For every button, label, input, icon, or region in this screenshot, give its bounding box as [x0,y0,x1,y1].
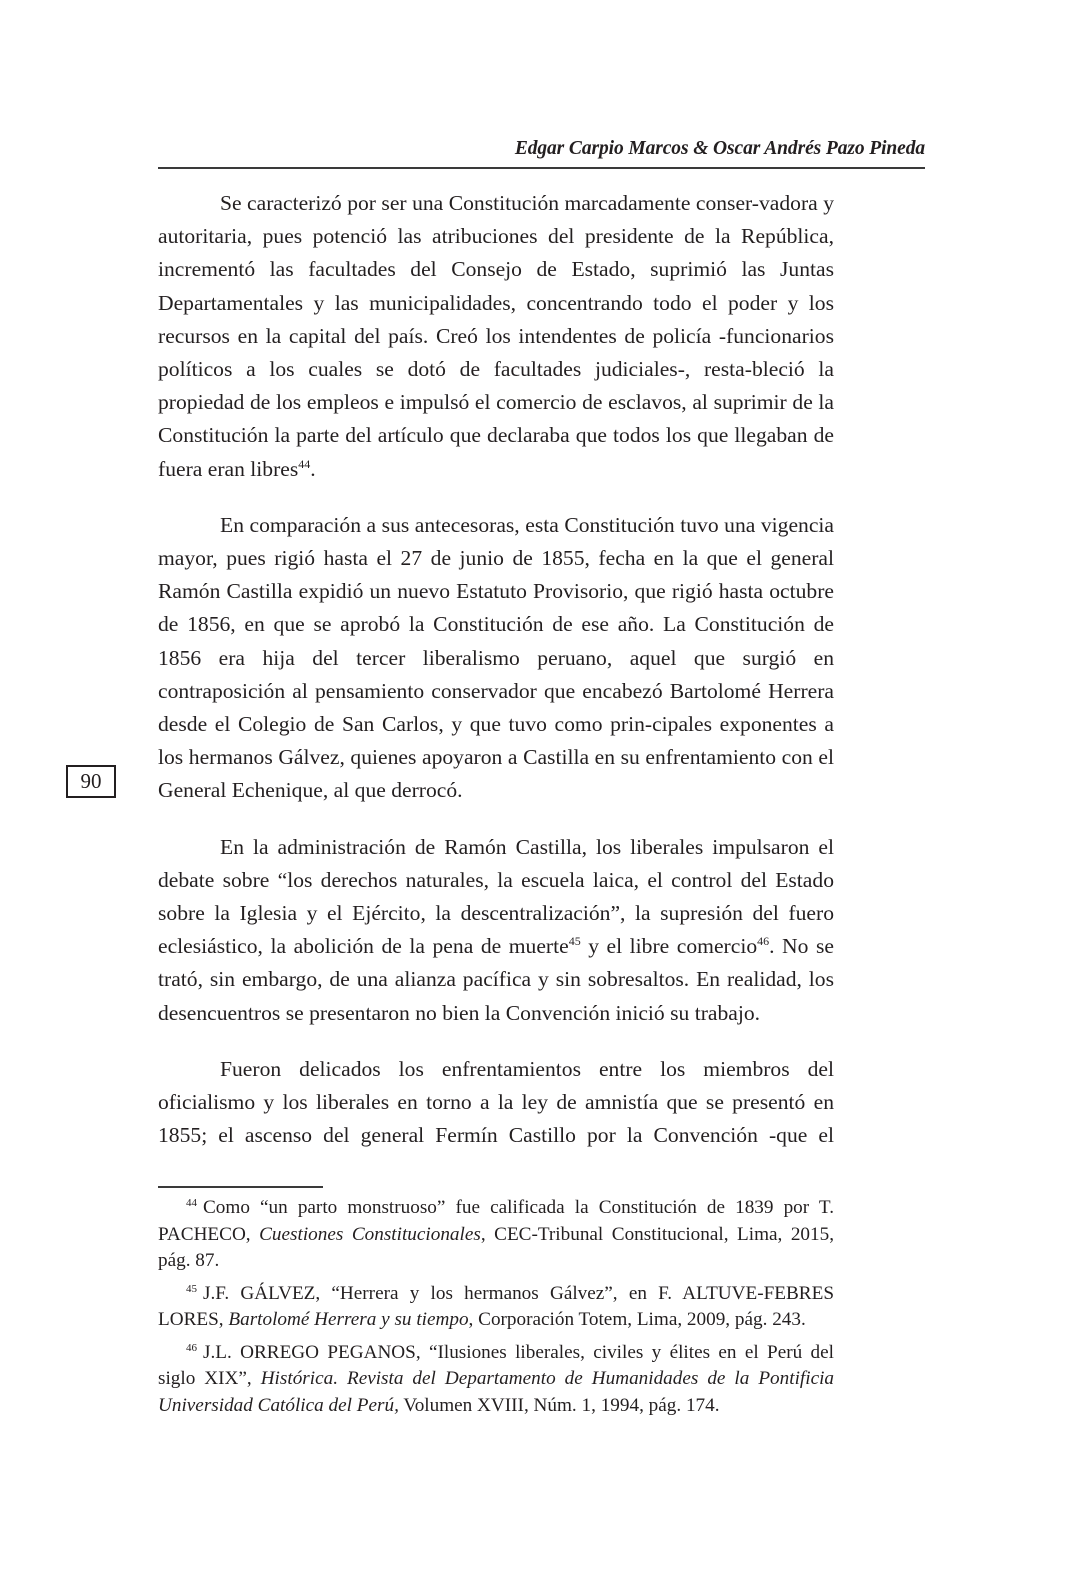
footnote-separator [158,1186,323,1188]
footnote-number: 46 [186,1341,197,1354]
paragraph-text: . [310,456,316,481]
footnotes [158,1195,834,1425]
footnote-text: Volumen XVIII, Núm. 1, 1994, pág. 174. [398,1394,720,1416]
paragraph-text: En comparación a sus antecesoras, esta Constitución tuvo una vigencia mayor, pues rigió hasta el 27 de junio de 1855, fecha en la que el general Ramón Castilla expidió un nuevo Estatuto Provisorio, que rigió hasta octubre de 1856, en que se aprobó la Constitución de ese año. La Constitución de 1856 era hija del tercer liberalismo peruano, aquel que surgió en contraposición al pensamiento conservador que encabezó Bartolomé Herrera desde el Colegio de San Carlos, y que tuvo como prin-cipales exponentes a los hermanos Gálvez, quienes apoyaron a Castilla en su enfrentamiento con el General Echenique, al que derrocó. [158,512,834,803]
footnote-text: , CEC-Tribunal Constitucional, Lima, 2015, pág. 87. [158,1223,835,1271]
footnote-title: Cuestiones Constitucionales [259,1223,481,1245]
paragraph-4 [158,1053,834,1153]
footnote-number: 45 [186,1282,197,1295]
footnote-ref-44[interactable]: 44 [298,456,311,471]
paragraph-text: En la administración de Ramón Castilla, los liberales impulsaron el debate sobre “los derechos naturales, la escuela laica, el control del Estado sobre la Iglesia y el Ejército, la descentralización”, la supresión del fuero eclesiástico, la abolición de la pena de muerte [158,834,834,959]
page-number: 90 [80,769,102,793]
footnote-number: 44 [186,1197,197,1209]
paragraph-text: Se caracterizó por ser una Constitución marcadamente conser-vadora y autoritaria, pues potenció las atribuciones del presidente de la República, incrementó las facultades del Consejo de Estado, suprimió las Juntas Departamentales y las municipalidades, concentrando todo el poder y los recursos en la capital del país. Creó los intendentes de policía -funcionarios políticos a los cuales se dotó de facultades judiciales-, resta-bleció la propiedad de los empleos e impulsó el comercio de esclavos, al suprimir de la Constitución la parte del artículo que declaraba que todos los que llegaban de fuera eran libres [158,191,834,481]
main-body-text [158,187,834,1175]
footnote-44 [158,1195,834,1275]
footnote-title: Histórica. Revista del Departamento de Humanidades de la Pontificia Universidad Católica del Perú, [158,1368,835,1416]
paragraph-text: Fueron delicados los enfrentamientos entre los miembros del oficialismo y los liberales en torno a la ley de amnistía que se presentó en 1855; el ascenso del general Fermín Castillo por la Convención -que el [158,1056,834,1148]
footnote-text: J.L. ORREGO PEGANOS, “Ilusiones liberales, civiles y élites en el Perú del siglo XIX”, [158,1341,834,1389]
header-authors: Edgar Carpio Marcos & Oscar Andrés Pazo Pineda [514,138,925,159]
running-header [158,136,925,169]
paragraph-1 [158,187,834,486]
footnote-45 [158,1281,834,1334]
footnote-ref-45[interactable]: 45 [568,934,581,949]
paragraph-3 [158,831,834,1030]
footnote-46 [158,1340,834,1420]
paragraph-text: y el libre comercio [580,934,758,959]
footnote-ref-46[interactable]: 46 [757,934,770,949]
footnote-text: J.F. GÁLVEZ, “Herrera y los hermanos Gálvez”, en F. ALTUVE-FEBRES LORES, [158,1282,834,1330]
footnote-title: Bartolomé Herrera y su tiempo [228,1309,469,1330]
paragraph-2 [158,509,834,808]
footnote-text: Como “un parto monstruoso” fue calificada la Constitución de 1839 por T. PACHECO, [158,1197,834,1245]
paragraph-text: . No se trató, sin embargo, de una alianza pacífica y sin sobresaltos. En realidad, los desencuentros se presentaron no bien la Convención inició su trabajo. [158,934,834,1025]
page-number-box [66,765,116,798]
footnote-text: , Corporación Totem, Lima, 2009, pág. 243. [468,1309,806,1330]
